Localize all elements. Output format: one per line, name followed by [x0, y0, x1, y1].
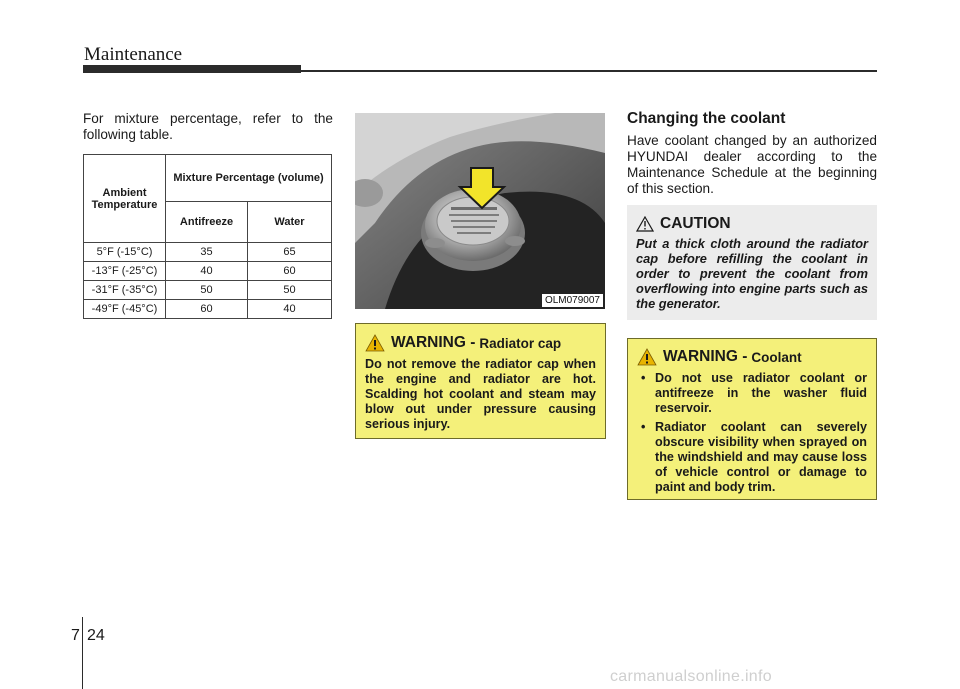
header-bar [83, 65, 301, 73]
warning-icon [365, 334, 385, 352]
radiator-cap-photo [355, 113, 605, 309]
warning-body: Do not remove the radiator cap when the engine and radiator are hot. Scalding hot coolant and steam may blow out under pressure causing serious injury. [365, 357, 596, 431]
figure-code: OLM079007 [542, 294, 603, 307]
table-row [84, 243, 332, 262]
coolant-mixture-table [83, 154, 332, 319]
page-number-rule [82, 617, 83, 689]
warning-title: WARNING - [391, 334, 476, 351]
warning-subtitle: Coolant [751, 349, 802, 365]
page-number: 24 [87, 627, 105, 644]
caution-icon [636, 216, 654, 232]
cell-antifreeze: 50 [166, 281, 248, 300]
cell-water: 40 [248, 300, 332, 319]
header-mixture-percentage: Mixture Percentage (volume) [166, 155, 332, 202]
cell-temperature: 5°F (-15°C) [84, 243, 166, 262]
cell-water: 50 [248, 281, 332, 300]
cell-antifreeze: 60 [166, 300, 248, 319]
intro-text: For mixture percentage, refer to the following table. [83, 111, 333, 142]
caution-title: CAUTION [660, 215, 731, 232]
cell-antifreeze: 35 [166, 243, 248, 262]
warning-radiator-cap [355, 323, 606, 439]
cell-temperature: -31°F (-35°C) [84, 281, 166, 300]
chapter-number: 7 [71, 627, 80, 644]
header-rule [301, 70, 877, 72]
table-row [84, 300, 332, 319]
warning-subtitle: Radiator cap [479, 335, 562, 351]
cell-water: 65 [248, 243, 332, 262]
caution-box [627, 205, 877, 320]
warning-coolant [627, 338, 877, 500]
warning-list [637, 371, 867, 495]
cell-temperature: -13°F (-25°C) [84, 262, 166, 281]
table-row [84, 262, 332, 281]
header-antifreeze: Antifreeze [166, 202, 248, 243]
warning-icon [637, 348, 657, 366]
table-row [84, 281, 332, 300]
changing-coolant-heading: Changing the coolant [627, 110, 786, 127]
cell-water: 60 [248, 262, 332, 281]
cell-antifreeze: 40 [166, 262, 248, 281]
watermark: carmanualsonline.info [610, 668, 772, 685]
list-item-text: Do not use radiator coolant or antifreeze in the washer fluid reservoir. [655, 371, 867, 415]
list-item-text: Radiator coolant can severely obscure visibility when sprayed on the windshield and may cause loss of vehicle control or damage to paint and body trim. [655, 420, 867, 494]
section-title: Maintenance [84, 44, 183, 65]
cell-temperature: -49°F (-45°C) [84, 300, 166, 319]
list-item: • Do not use radiator coolant or antifreeze in the washer fluid reservoir. [641, 371, 867, 415]
changing-coolant-text: Have coolant changed by an authorized HYUNDAI dealer according to the Maintenance Schedule at the beginning of this section. [627, 133, 877, 196]
radiator-cap-illustration [355, 113, 605, 309]
caution-body: Put a thick cloth around the radiator cap before refilling the coolant in order to prevent the coolant from overflowing into engine parts such as the generator. [636, 236, 868, 311]
header-water: Water [248, 202, 332, 243]
list-item: • Radiator coolant can severely obscure visibility when sprayed on the windshield and may cause loss of vehicle control or damage to paint and body trim. [641, 420, 867, 494]
header-ambient-temperature: Ambient Temperature [84, 155, 166, 243]
warning-title: WARNING - [663, 348, 748, 365]
